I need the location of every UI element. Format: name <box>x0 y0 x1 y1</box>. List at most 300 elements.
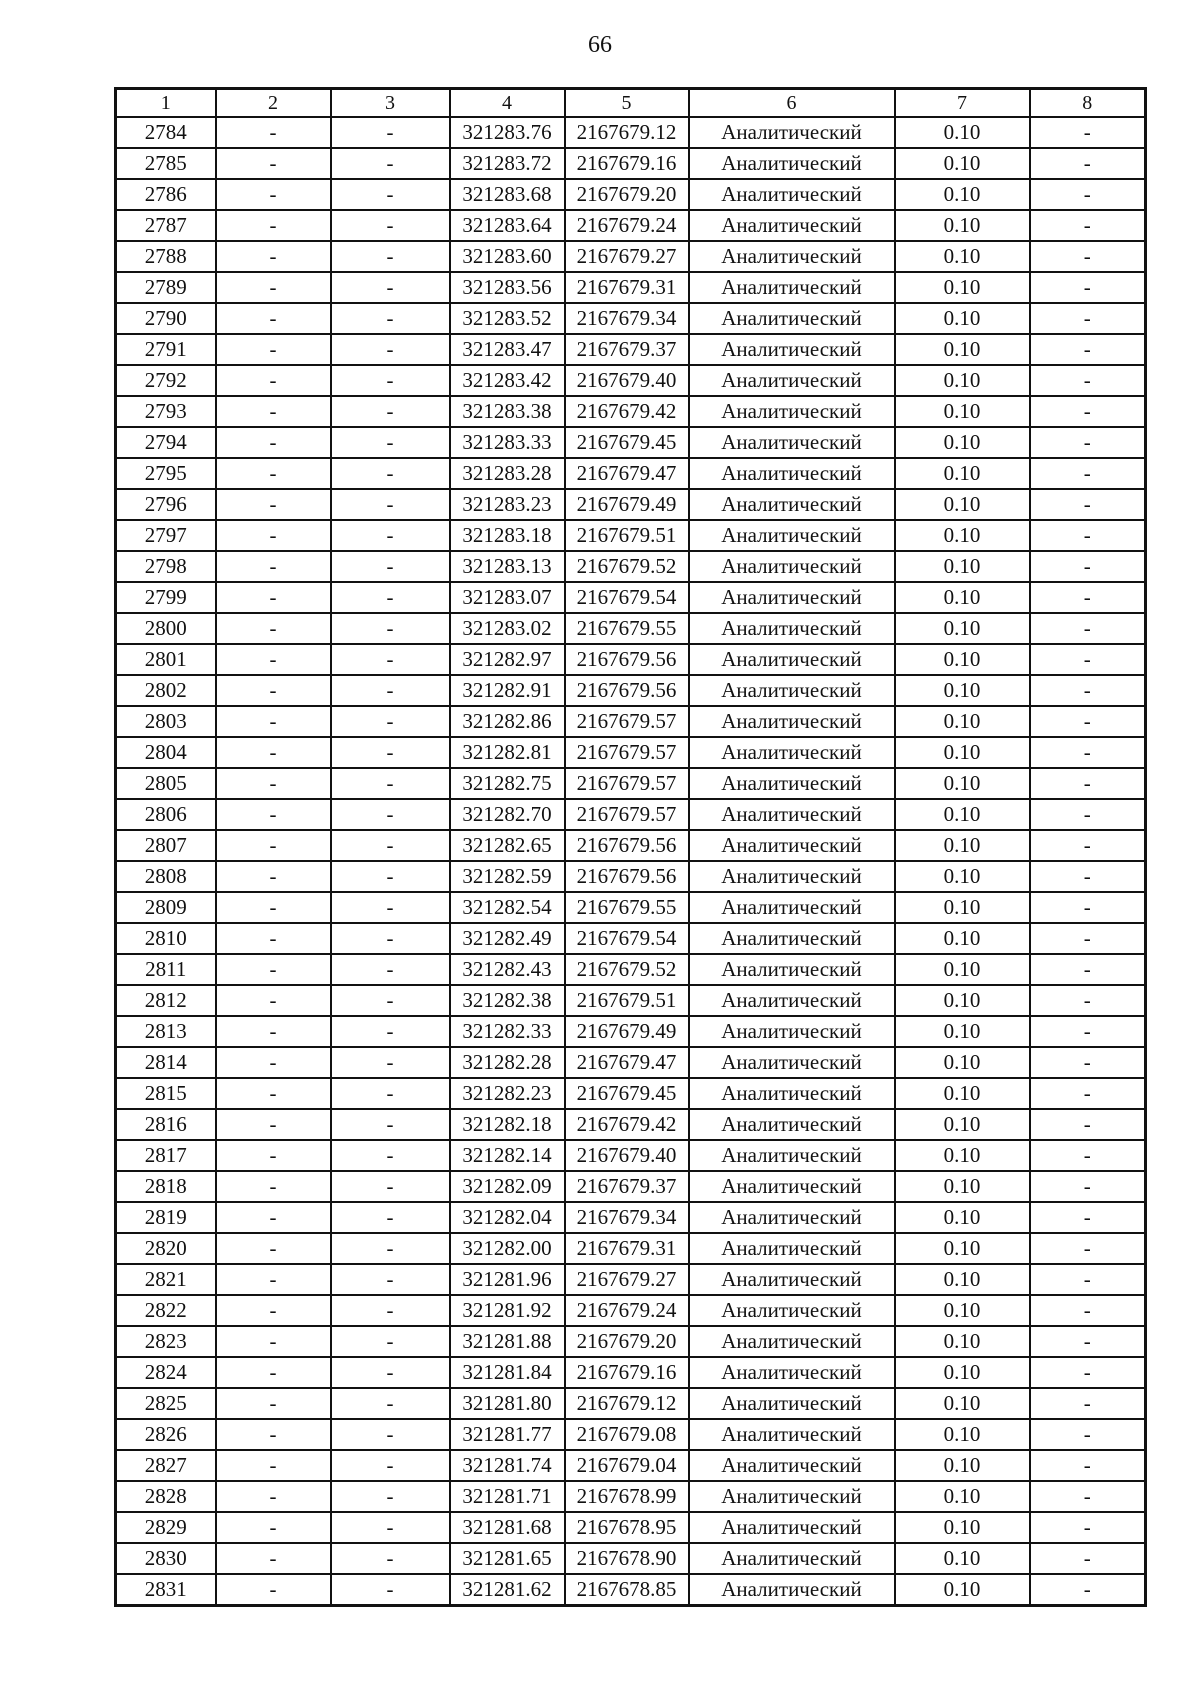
x-coordinate: 321282.23 <box>450 1078 565 1109</box>
col-8-value: - <box>1030 1016 1146 1047</box>
table-row <box>116 1388 1146 1419</box>
col-8-value: - <box>1030 1543 1146 1574</box>
method-cell: Аналитический <box>689 923 895 954</box>
y-coordinate: 2167679.56 <box>565 861 689 892</box>
point-number: 2808 <box>116 861 216 892</box>
col-2-value: - <box>216 520 331 551</box>
accuracy-cell: 0.10 <box>895 1109 1030 1140</box>
col-2-value: - <box>216 830 331 861</box>
y-coordinate: 2167679.55 <box>565 613 689 644</box>
point-number: 2824 <box>116 1357 216 1388</box>
accuracy-cell: 0.10 <box>895 768 1030 799</box>
column-header-1: 1 <box>116 89 216 118</box>
x-coordinate: 321282.81 <box>450 737 565 768</box>
method-cell: Аналитический <box>689 272 895 303</box>
point-number: 2784 <box>116 117 216 148</box>
y-coordinate: 2167679.55 <box>565 892 689 923</box>
col-2-value: - <box>216 1543 331 1574</box>
accuracy-cell: 0.10 <box>895 582 1030 613</box>
table-row <box>116 1419 1146 1450</box>
y-coordinate: 2167679.57 <box>565 737 689 768</box>
col-3-value: - <box>331 1202 450 1233</box>
x-coordinate: 321283.38 <box>450 396 565 427</box>
col-8-value: - <box>1030 520 1146 551</box>
y-coordinate: 2167679.37 <box>565 334 689 365</box>
point-number: 2828 <box>116 1481 216 1512</box>
y-coordinate: 2167679.45 <box>565 427 689 458</box>
column-header-4: 4 <box>450 89 565 118</box>
table-row <box>116 1202 1146 1233</box>
point-number: 2801 <box>116 644 216 675</box>
x-coordinate: 321282.04 <box>450 1202 565 1233</box>
method-cell: Аналитический <box>689 396 895 427</box>
accuracy-cell: 0.10 <box>895 861 1030 892</box>
y-coordinate: 2167678.95 <box>565 1512 689 1543</box>
col-2-value: - <box>216 148 331 179</box>
col-3-value: - <box>331 861 450 892</box>
accuracy-cell: 0.10 <box>895 241 1030 272</box>
col-3-value: - <box>331 458 450 489</box>
header-row <box>116 89 1146 118</box>
col-3-value: - <box>331 1388 450 1419</box>
col-8-value: - <box>1030 551 1146 582</box>
table-row <box>116 613 1146 644</box>
col-2-value: - <box>216 1047 331 1078</box>
col-8-value: - <box>1030 117 1146 148</box>
y-coordinate: 2167679.49 <box>565 1016 689 1047</box>
accuracy-cell: 0.10 <box>895 396 1030 427</box>
y-coordinate: 2167679.47 <box>565 1047 689 1078</box>
point-number: 2816 <box>116 1109 216 1140</box>
col-8-value: - <box>1030 427 1146 458</box>
col-8-value: - <box>1030 1574 1146 1606</box>
x-coordinate: 321282.38 <box>450 985 565 1016</box>
x-coordinate: 321283.64 <box>450 210 565 241</box>
table-row <box>116 1171 1146 1202</box>
table-row <box>116 1295 1146 1326</box>
col-2-value: - <box>216 954 331 985</box>
accuracy-cell: 0.10 <box>895 1295 1030 1326</box>
col-8-value: - <box>1030 1109 1146 1140</box>
col-2-value: - <box>216 737 331 768</box>
col-2-value: - <box>216 861 331 892</box>
table-row <box>116 210 1146 241</box>
col-2-value: - <box>216 1481 331 1512</box>
col-8-value: - <box>1030 1140 1146 1171</box>
accuracy-cell: 0.10 <box>895 489 1030 520</box>
method-cell: Аналитический <box>689 365 895 396</box>
accuracy-cell: 0.10 <box>895 706 1030 737</box>
col-2-value: - <box>216 365 331 396</box>
x-coordinate: 321281.74 <box>450 1450 565 1481</box>
accuracy-cell: 0.10 <box>895 1357 1030 1388</box>
method-cell: Аналитический <box>689 1264 895 1295</box>
x-coordinate: 321281.71 <box>450 1481 565 1512</box>
col-3-value: - <box>331 117 450 148</box>
table-header <box>116 89 1146 118</box>
table-row <box>116 799 1146 830</box>
col-8-value: - <box>1030 179 1146 210</box>
x-coordinate: 321282.18 <box>450 1109 565 1140</box>
table-row <box>116 396 1146 427</box>
accuracy-cell: 0.10 <box>895 1543 1030 1574</box>
col-8-value: - <box>1030 489 1146 520</box>
col-3-value: - <box>331 768 450 799</box>
table-row <box>116 954 1146 985</box>
col-8-value: - <box>1030 1326 1146 1357</box>
point-number: 2787 <box>116 210 216 241</box>
col-3-value: - <box>331 582 450 613</box>
point-number: 2827 <box>116 1450 216 1481</box>
col-3-value: - <box>331 365 450 396</box>
y-coordinate: 2167679.52 <box>565 551 689 582</box>
accuracy-cell: 0.10 <box>895 1450 1030 1481</box>
accuracy-cell: 0.10 <box>895 675 1030 706</box>
method-cell: Аналитический <box>689 1326 895 1357</box>
col-8-value: - <box>1030 1233 1146 1264</box>
point-number: 2792 <box>116 365 216 396</box>
col-8-value: - <box>1030 1481 1146 1512</box>
y-coordinate: 2167678.90 <box>565 1543 689 1574</box>
point-number: 2830 <box>116 1543 216 1574</box>
method-cell: Аналитический <box>689 1233 895 1264</box>
accuracy-cell: 0.10 <box>895 737 1030 768</box>
point-number: 2799 <box>116 582 216 613</box>
table-row <box>116 892 1146 923</box>
table-row <box>116 303 1146 334</box>
col-2-value: - <box>216 613 331 644</box>
col-2-value: - <box>216 892 331 923</box>
point-number: 2798 <box>116 551 216 582</box>
table-row <box>116 427 1146 458</box>
method-cell: Аналитический <box>689 861 895 892</box>
accuracy-cell: 0.10 <box>895 458 1030 489</box>
x-coordinate: 321283.60 <box>450 241 565 272</box>
y-coordinate: 2167679.12 <box>565 1388 689 1419</box>
method-cell: Аналитический <box>689 520 895 551</box>
col-2-value: - <box>216 1202 331 1233</box>
point-number: 2825 <box>116 1388 216 1419</box>
table-row <box>116 520 1146 551</box>
col-2-value: - <box>216 1574 331 1606</box>
col-3-value: - <box>331 241 450 272</box>
table-row <box>116 489 1146 520</box>
col-2-value: - <box>216 210 331 241</box>
x-coordinate: 321282.86 <box>450 706 565 737</box>
accuracy-cell: 0.10 <box>895 1140 1030 1171</box>
y-coordinate: 2167679.54 <box>565 923 689 954</box>
x-coordinate: 321283.23 <box>450 489 565 520</box>
x-coordinate: 321281.68 <box>450 1512 565 1543</box>
col-8-value: - <box>1030 458 1146 489</box>
y-coordinate: 2167679.52 <box>565 954 689 985</box>
x-coordinate: 321281.92 <box>450 1295 565 1326</box>
x-coordinate: 321281.80 <box>450 1388 565 1419</box>
x-coordinate: 321283.68 <box>450 179 565 210</box>
point-number: 2823 <box>116 1326 216 1357</box>
col-8-value: - <box>1030 1357 1146 1388</box>
method-cell: Аналитический <box>689 1543 895 1574</box>
method-cell: Аналитический <box>689 1481 895 1512</box>
x-coordinate: 321283.02 <box>450 613 565 644</box>
x-coordinate: 321282.91 <box>450 675 565 706</box>
point-number: 2820 <box>116 1233 216 1264</box>
col-3-value: - <box>331 489 450 520</box>
accuracy-cell: 0.10 <box>895 985 1030 1016</box>
y-coordinate: 2167679.56 <box>565 675 689 706</box>
col-2-value: - <box>216 1419 331 1450</box>
table-row <box>116 582 1146 613</box>
col-3-value: - <box>331 210 450 241</box>
point-number: 2786 <box>116 179 216 210</box>
x-coordinate: 321281.96 <box>450 1264 565 1295</box>
accuracy-cell: 0.10 <box>895 1574 1030 1606</box>
table-row <box>116 1078 1146 1109</box>
point-number: 2821 <box>116 1264 216 1295</box>
x-coordinate: 321282.14 <box>450 1140 565 1171</box>
col-8-value: - <box>1030 1047 1146 1078</box>
col-2-value: - <box>216 458 331 489</box>
col-3-value: - <box>331 613 450 644</box>
accuracy-cell: 0.10 <box>895 1016 1030 1047</box>
table-row <box>116 861 1146 892</box>
x-coordinate: 321282.43 <box>450 954 565 985</box>
x-coordinate: 321283.33 <box>450 427 565 458</box>
y-coordinate: 2167679.57 <box>565 768 689 799</box>
x-coordinate: 321283.52 <box>450 303 565 334</box>
table-row <box>116 241 1146 272</box>
x-coordinate: 321281.62 <box>450 1574 565 1606</box>
method-cell: Аналитический <box>689 985 895 1016</box>
x-coordinate: 321281.77 <box>450 1419 565 1450</box>
col-8-value: - <box>1030 272 1146 303</box>
y-coordinate: 2167679.40 <box>565 1140 689 1171</box>
table-row <box>116 644 1146 675</box>
y-coordinate: 2167679.16 <box>565 1357 689 1388</box>
col-2-value: - <box>216 923 331 954</box>
method-cell: Аналитический <box>689 675 895 706</box>
point-number: 2809 <box>116 892 216 923</box>
col-8-value: - <box>1030 737 1146 768</box>
col-3-value: - <box>331 706 450 737</box>
method-cell: Аналитический <box>689 241 895 272</box>
accuracy-cell: 0.10 <box>895 303 1030 334</box>
col-8-value: - <box>1030 799 1146 830</box>
point-number: 2822 <box>116 1295 216 1326</box>
table-row <box>116 179 1146 210</box>
coordinates-table <box>114 87 1147 1607</box>
x-coordinate: 321283.28 <box>450 458 565 489</box>
x-coordinate: 321282.49 <box>450 923 565 954</box>
point-number: 2790 <box>116 303 216 334</box>
col-2-value: - <box>216 334 331 365</box>
col-2-value: - <box>216 1357 331 1388</box>
table-row <box>116 1140 1146 1171</box>
col-2-value: - <box>216 396 331 427</box>
y-coordinate: 2167679.42 <box>565 396 689 427</box>
method-cell: Аналитический <box>689 737 895 768</box>
page-number: 66 <box>588 32 612 58</box>
column-header-8: 8 <box>1030 89 1146 118</box>
col-8-value: - <box>1030 706 1146 737</box>
col-2-value: - <box>216 706 331 737</box>
y-coordinate: 2167679.20 <box>565 179 689 210</box>
col-3-value: - <box>331 1450 450 1481</box>
table-row <box>116 272 1146 303</box>
accuracy-cell: 0.10 <box>895 365 1030 396</box>
accuracy-cell: 0.10 <box>895 551 1030 582</box>
point-number: 2791 <box>116 334 216 365</box>
point-number: 2815 <box>116 1078 216 1109</box>
point-number: 2811 <box>116 954 216 985</box>
table-body <box>116 117 1146 1606</box>
col-3-value: - <box>331 1047 450 1078</box>
accuracy-cell: 0.10 <box>895 1047 1030 1078</box>
col-8-value: - <box>1030 1264 1146 1295</box>
point-number: 2800 <box>116 613 216 644</box>
col-8-value: - <box>1030 1512 1146 1543</box>
method-cell: Аналитический <box>689 582 895 613</box>
x-coordinate: 321283.56 <box>450 272 565 303</box>
col-2-value: - <box>216 1140 331 1171</box>
col-3-value: - <box>331 644 450 675</box>
point-number: 2789 <box>116 272 216 303</box>
col-2-value: - <box>216 427 331 458</box>
col-3-value: - <box>331 1016 450 1047</box>
table-row <box>116 985 1146 1016</box>
col-8-value: - <box>1030 675 1146 706</box>
col-2-value: - <box>216 1109 331 1140</box>
accuracy-cell: 0.10 <box>895 1202 1030 1233</box>
accuracy-cell: 0.10 <box>895 799 1030 830</box>
x-coordinate: 321282.59 <box>450 861 565 892</box>
point-number: 2817 <box>116 1140 216 1171</box>
table-row <box>116 1574 1146 1606</box>
col-3-value: - <box>331 303 450 334</box>
accuracy-cell: 0.10 <box>895 210 1030 241</box>
accuracy-cell: 0.10 <box>895 1419 1030 1450</box>
col-3-value: - <box>331 1295 450 1326</box>
method-cell: Аналитический <box>689 644 895 675</box>
method-cell: Аналитический <box>689 117 895 148</box>
table-row <box>116 706 1146 737</box>
x-coordinate: 321282.33 <box>450 1016 565 1047</box>
col-2-value: - <box>216 1016 331 1047</box>
col-2-value: - <box>216 1295 331 1326</box>
table-row <box>116 1543 1146 1574</box>
col-3-value: - <box>331 1481 450 1512</box>
col-2-value: - <box>216 303 331 334</box>
method-cell: Аналитический <box>689 1388 895 1419</box>
col-2-value: - <box>216 551 331 582</box>
col-3-value: - <box>331 892 450 923</box>
col-2-value: - <box>216 1450 331 1481</box>
method-cell: Аналитический <box>689 1574 895 1606</box>
x-coordinate: 321282.00 <box>450 1233 565 1264</box>
table-row <box>116 365 1146 396</box>
col-2-value: - <box>216 582 331 613</box>
accuracy-cell: 0.10 <box>895 1388 1030 1419</box>
method-cell: Аналитический <box>689 1171 895 1202</box>
x-coordinate: 321281.88 <box>450 1326 565 1357</box>
x-coordinate: 321282.75 <box>450 768 565 799</box>
accuracy-cell: 0.10 <box>895 613 1030 644</box>
x-coordinate: 321283.72 <box>450 148 565 179</box>
table-row <box>116 1016 1146 1047</box>
col-8-value: - <box>1030 768 1146 799</box>
method-cell: Аналитический <box>689 1357 895 1388</box>
method-cell: Аналитический <box>689 179 895 210</box>
col-3-value: - <box>331 954 450 985</box>
point-number: 2818 <box>116 1171 216 1202</box>
col-3-value: - <box>331 985 450 1016</box>
table-row <box>116 1047 1146 1078</box>
method-cell: Аналитический <box>689 303 895 334</box>
point-number: 2795 <box>116 458 216 489</box>
point-number: 2785 <box>116 148 216 179</box>
accuracy-cell: 0.10 <box>895 892 1030 923</box>
col-3-value: - <box>331 737 450 768</box>
point-number: 2807 <box>116 830 216 861</box>
method-cell: Аналитический <box>689 1109 895 1140</box>
column-header-6: 6 <box>689 89 895 118</box>
accuracy-cell: 0.10 <box>895 644 1030 675</box>
col-2-value: - <box>216 1171 331 1202</box>
table-row <box>116 117 1146 148</box>
col-8-value: - <box>1030 334 1146 365</box>
table-row <box>116 1109 1146 1140</box>
method-cell: Аналитический <box>689 427 895 458</box>
method-cell: Аналитический <box>689 1295 895 1326</box>
y-coordinate: 2167679.31 <box>565 1233 689 1264</box>
col-3-value: - <box>331 1171 450 1202</box>
y-coordinate: 2167679.31 <box>565 272 689 303</box>
accuracy-cell: 0.10 <box>895 520 1030 551</box>
col-8-value: - <box>1030 613 1146 644</box>
x-coordinate: 321283.42 <box>450 365 565 396</box>
col-3-value: - <box>331 675 450 706</box>
method-cell: Аналитический <box>689 1450 895 1481</box>
col-8-value: - <box>1030 1078 1146 1109</box>
method-cell: Аналитический <box>689 458 895 489</box>
col-8-value: - <box>1030 365 1146 396</box>
table-row <box>116 334 1146 365</box>
x-coordinate: 321281.65 <box>450 1543 565 1574</box>
x-coordinate: 321281.84 <box>450 1357 565 1388</box>
point-number: 2826 <box>116 1419 216 1450</box>
point-number: 2805 <box>116 768 216 799</box>
y-coordinate: 2167679.34 <box>565 303 689 334</box>
x-coordinate: 321283.07 <box>450 582 565 613</box>
accuracy-cell: 0.10 <box>895 148 1030 179</box>
accuracy-cell: 0.10 <box>895 830 1030 861</box>
y-coordinate: 2167678.99 <box>565 1481 689 1512</box>
y-coordinate: 2167679.47 <box>565 458 689 489</box>
x-coordinate: 321282.97 <box>450 644 565 675</box>
method-cell: Аналитический <box>689 551 895 582</box>
col-3-value: - <box>331 1233 450 1264</box>
method-cell: Аналитический <box>689 1078 895 1109</box>
x-coordinate: 321282.70 <box>450 799 565 830</box>
accuracy-cell: 0.10 <box>895 1481 1030 1512</box>
col-2-value: - <box>216 985 331 1016</box>
point-number: 2814 <box>116 1047 216 1078</box>
col-3-value: - <box>331 1512 450 1543</box>
accuracy-cell: 0.10 <box>895 117 1030 148</box>
y-coordinate: 2167679.57 <box>565 799 689 830</box>
y-coordinate: 2167679.37 <box>565 1171 689 1202</box>
point-number: 2810 <box>116 923 216 954</box>
